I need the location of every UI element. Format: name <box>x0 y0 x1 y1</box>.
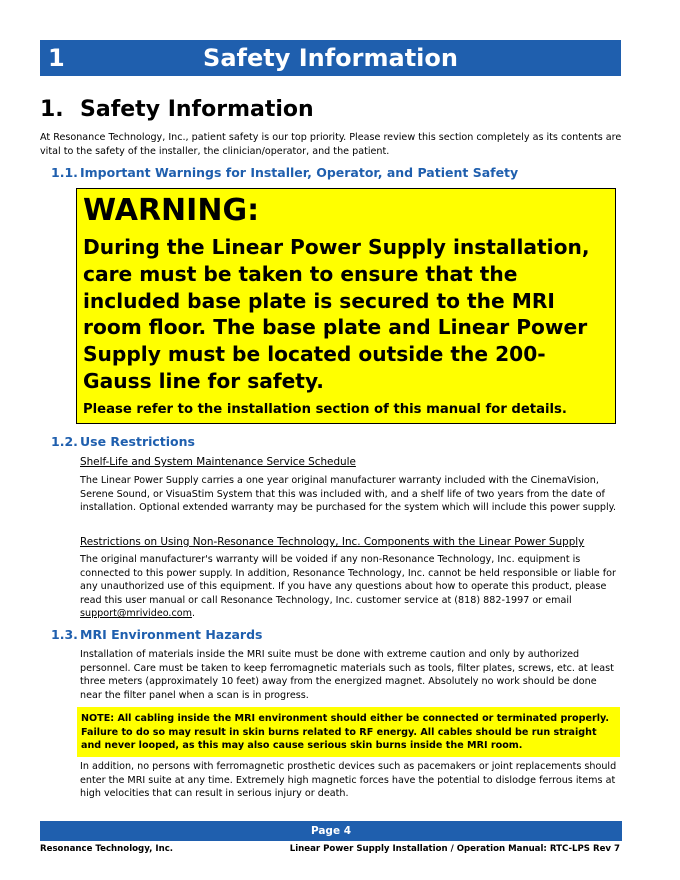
chapter-title: Safety Information <box>203 44 458 72</box>
intro-paragraph: At Resonance Technology, Inc., patient safety is our top priority. Please review this section completely as its contents are vital to the safety of the installer, the clinician/operator, and the patient. <box>40 132 622 157</box>
warning-body: During the Linear Power Supply installation, care must be taken to ensure that the included base plate is secured to the MRI room floor. The base plate and Linear Power Supply must be located outside the 200-Gauss line for safety. <box>83 235 590 393</box>
section-heading-number: 1. <box>40 97 64 122</box>
warning-box <box>76 188 616 424</box>
subsection-1-2-heading <box>51 434 195 449</box>
footer-page-bar: Page 4 <box>40 821 622 841</box>
subsection-1-1-title: Important Warnings for Installer, Operator, and Patient Safety <box>80 165 519 180</box>
warning-heading: WARNING: <box>83 193 260 228</box>
subsection-1-2-title: Use Restrictions <box>80 434 195 449</box>
restrictions-text-end: . <box>191 608 196 620</box>
prosthetic-paragraph: In addition, no persons with ferromagnetic prosthetic devices such as pacemakers or joint replacements should enter the MRI suite at any time. Extremely high magnetic forces have the potential to dislodge ferrous items at high velocities that can result in serious injury or death. <box>80 761 617 800</box>
section-heading <box>40 97 314 122</box>
subsection-1-1-number: 1.1. <box>51 165 78 180</box>
footer-company: Resonance Technology, Inc. <box>40 844 174 854</box>
subsection-1-1-heading <box>51 165 518 180</box>
shelf-life-subheading: Shelf-Life and System Maintenance Service Schedule <box>80 456 356 468</box>
restrictions-subheading: Restrictions on Using Non-Resonance Technology, Inc. Components with the Linear Power Supply <box>80 536 585 548</box>
note-box: NOTE: All cabling inside the MRI environment should either be connected or terminated properly. Failure to do so may result in skin burns related to RF energy. All cables should be run straight and never looped, as this may also cause serious skin burns inside the MRI room. <box>77 707 620 757</box>
mri-hazards-paragraph: Installation of materials inside the MRI suite must be done with extreme caution and only by authorized personnel. Care must be taken to keep ferromagnetic materials such as tools, filter plates, screws, etc. at least three meters (approximately 10 feet) away from the energized magnet. Absolutely no work should be done near the filter panel when a scan is in progress. <box>80 649 614 701</box>
footer-manual-title: Linear Power Supply Installation / Operation Manual: RTC-LPS Rev 7 <box>289 844 620 854</box>
support-email-link[interactable]: support@mrivideo.com <box>80 608 192 620</box>
restrictions-paragraph <box>80 553 620 621</box>
chapter-banner <box>40 40 621 76</box>
chapter-number: 1 <box>48 44 65 72</box>
warning-reference: Please refer to the installation section of this manual for details. <box>83 402 567 417</box>
subsection-1-3-title: MRI Environment Hazards <box>80 627 263 642</box>
subsection-1-3-heading <box>51 627 262 642</box>
restrictions-text: The original manufacturer's warranty will be voided if any non-Resonance Technology, Inc. equipment is connected to this power supply. In addition, Resonance Technology, Inc. cannot be held responsible or liable for any unauthorized use of this equipment. If you have any questions about how to operate this product, please read this user manual or call Resonance Technology, Inc. customer service at (818) 882-1997 or email <box>80 554 616 606</box>
subsection-1-3-number: 1.3. <box>51 627 78 642</box>
subsection-1-2-number: 1.2. <box>51 434 78 449</box>
section-heading-title: Safety Information <box>80 97 314 122</box>
shelf-life-paragraph: The Linear Power Supply carries a one year original manufacturer warranty included with the CinemaVision, Serene Sound, or VisuaStim System that this was included with, and a shelf life of two years from the date of installation. Optional extended warranty may be purchased for the system which will include this power supply. <box>80 475 617 514</box>
